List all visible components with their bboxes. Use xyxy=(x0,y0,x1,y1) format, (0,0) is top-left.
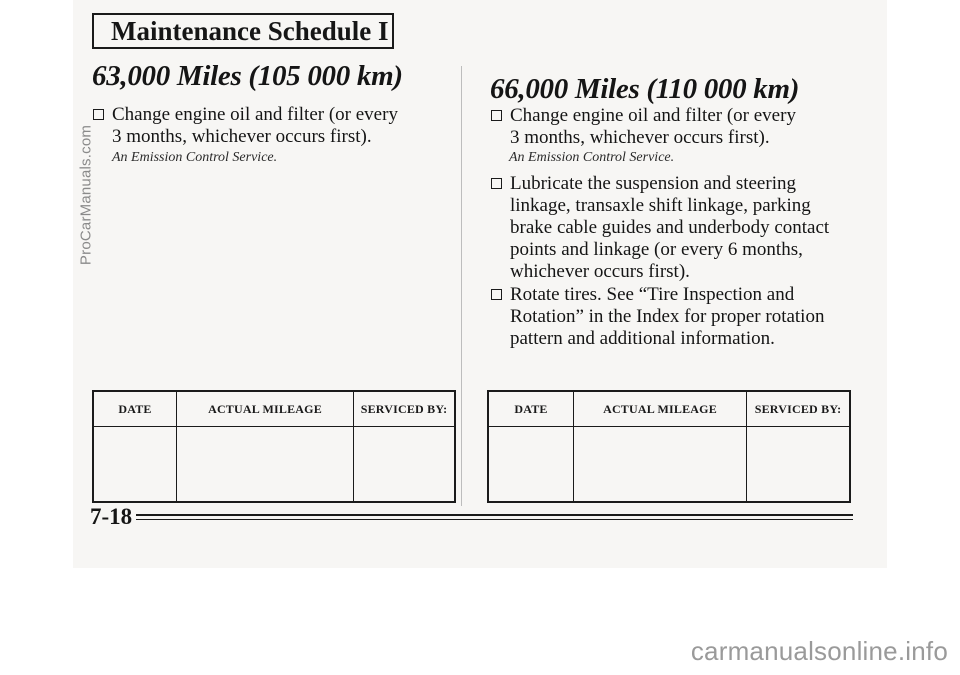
right-checklist-item-2 xyxy=(491,173,841,283)
column-divider xyxy=(461,66,462,506)
mileage-entry-cell[interactable] xyxy=(177,427,354,503)
serviced-by-entry-cell[interactable] xyxy=(354,427,456,503)
right-checklist-item-3 xyxy=(491,284,841,350)
footer-rule-thick xyxy=(136,514,853,516)
mileage-entry-cell[interactable] xyxy=(574,427,747,503)
checkbox-icon[interactable] xyxy=(491,289,502,300)
right-emission-note: An Emission Control Service. xyxy=(509,150,675,165)
right-checklist-item-1 xyxy=(491,105,841,149)
date-column-header: DATE xyxy=(93,391,177,427)
checkbox-icon[interactable] xyxy=(491,178,502,189)
mileage-column-header: ACTUAL MILEAGE xyxy=(574,391,747,427)
checkbox-icon[interactable] xyxy=(93,109,104,120)
left-item-1-line1: Change engine oil and filter (or every xyxy=(112,104,398,125)
serviced-by-entry-cell[interactable] xyxy=(747,427,851,503)
left-checklist-item-1 xyxy=(93,104,433,148)
right-item-3-rest: Rotation” in the Index for proper rotation pattern and additional information. xyxy=(510,306,825,349)
left-service-log-table xyxy=(92,390,456,503)
mileage-column-header: ACTUAL MILEAGE xyxy=(177,391,354,427)
schedule-title: Maintenance Schedule I xyxy=(111,15,389,46)
checkbox-icon[interactable] xyxy=(491,110,502,121)
right-item-1-rest: 3 months, whichever occurs first). xyxy=(510,127,770,148)
right-mileage-heading: 66,000 Miles (110 000 km) xyxy=(490,73,800,105)
side-watermark: ProCarManuals.com xyxy=(77,124,95,266)
schedule-title-box xyxy=(92,13,394,49)
right-item-2-line1: Lubricate the suspension and steering xyxy=(510,173,796,194)
right-item-1-line1: Change engine oil and filter (or every xyxy=(510,105,796,126)
date-entry-cell[interactable] xyxy=(93,427,177,503)
right-item-3-line1: Rotate tires. See “Tire Inspection and xyxy=(510,284,795,305)
serviced-by-column-header: SERVICED BY: xyxy=(354,391,456,427)
right-item-2-rest: linkage, transaxle shift linkage, parking brake cable guides and underbody contact points and linkage (or every 6 months, whichever occurs first). xyxy=(510,195,830,282)
left-emission-note: An Emission Control Service. xyxy=(112,150,278,165)
left-item-1-rest: 3 months, whichever occurs first). xyxy=(112,126,372,147)
date-column-header: DATE xyxy=(488,391,574,427)
page-number: 7-18 xyxy=(90,504,133,529)
footer-rule-thin xyxy=(136,519,853,520)
left-mileage-heading: 63,000 Miles (105 000 km) xyxy=(92,60,403,92)
site-footer: carmanualsonline.info xyxy=(690,636,948,666)
serviced-by-column-header: SERVICED BY: xyxy=(747,391,851,427)
date-entry-cell[interactable] xyxy=(488,427,574,503)
right-service-log-table xyxy=(487,390,851,503)
